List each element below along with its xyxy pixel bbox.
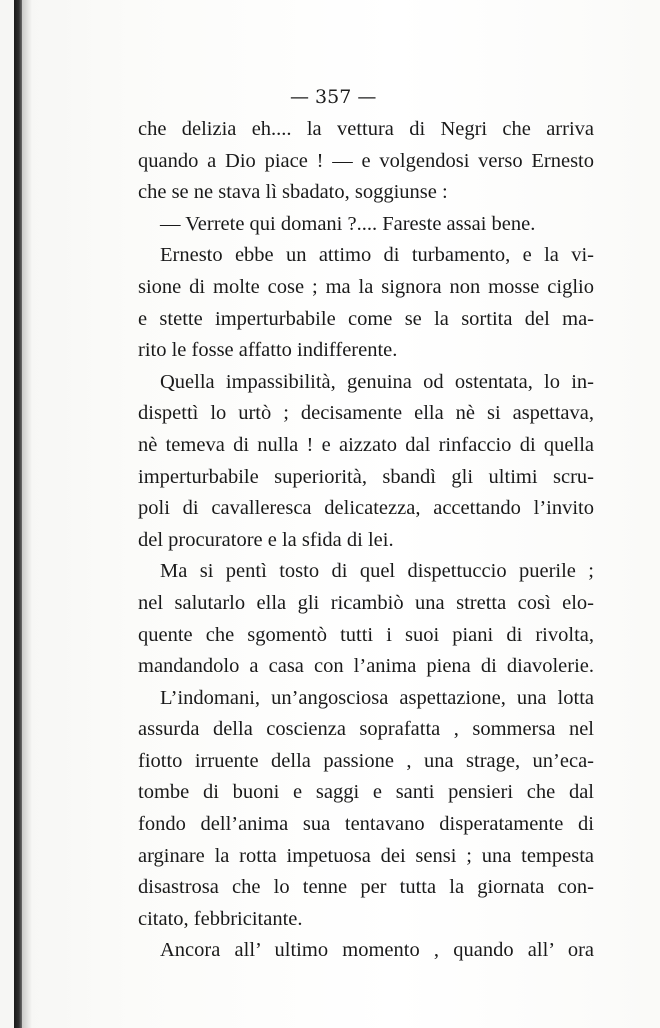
- text-line: fondo dell’anima sua tentavano disperatamente di: [138, 813, 594, 836]
- text-line: quando a Dio piace ! — e volgendosi verso Ernesto: [138, 149, 594, 172]
- page-binding-edge: [14, 0, 22, 1028]
- text-line: imperturbabile superiorità, sbandì gli ultimi scru-: [138, 465, 594, 488]
- text-line: rito le fosse affatto indifferente.: [138, 339, 398, 362]
- text-line: mandandolo a casa con l’anima piena di diavolerie.: [138, 655, 594, 678]
- text-line: nè temeva di nulla ! e aizzato dal rinfaccio di quella: [138, 433, 594, 456]
- text-line: tombe di buoni e saggi e santi pensieri che dal: [138, 781, 594, 804]
- text-line: assurda della coscienza soprafatta , sommersa nel: [138, 718, 594, 741]
- text-line: Ancora all’ ultimo momento , quando all’ ora: [160, 939, 594, 962]
- text-line: del procuratore e la sfida di lei.: [138, 528, 394, 551]
- text-line: quente che sgomentò tutti i suoi piani di rivolta,: [138, 623, 594, 646]
- text-line: L’indomani, un’angosciosa aspettazione, una lotta: [160, 686, 594, 709]
- text-line: arginare la rotta impetuosa dei sensi ; una tempesta: [138, 844, 594, 867]
- body-text: [138, 114, 594, 967]
- text-line: che delizia eh.... la vettura di Negri che arriva: [138, 118, 594, 140]
- text-line: sione di molte cose ; ma la signora non mosse ciglio: [138, 275, 594, 298]
- text-line: Ma si pentì tosto di quel dispettuccio puerile ;: [160, 560, 594, 583]
- text-line: e stette imperturbabile come se la sortita del ma-: [138, 307, 594, 330]
- text-line: che se ne stava lì sbadato, soggiunse :: [138, 181, 448, 204]
- text-line: dispettì lo urtò ; decisamente ella nè si aspettava,: [138, 402, 594, 425]
- page-binding-shadow: [22, 0, 32, 1028]
- text-line: Quella impassibilità, genuina od ostentata, lo in-: [160, 370, 594, 393]
- text-line: — Verrete qui domani ?.... Fareste assai bene.: [160, 212, 536, 235]
- text-line: fiotto irruente della passione , una strage, un’eca-: [138, 749, 594, 772]
- text-line: nel salutarlo ella gli ricambiò una stretta così elo-: [138, 591, 594, 614]
- text-line: poli di cavalleresca delicatezza, accettando l’invito: [138, 497, 594, 520]
- page-number: — 357 —: [290, 86, 377, 108]
- text-line: citato, febbricitante.: [138, 907, 303, 930]
- text-line: disastrosa che lo tenne per tutta la giornata con-: [138, 876, 594, 899]
- text-line: Ernesto ebbe un attimo di turbamento, e la vi-: [160, 244, 594, 267]
